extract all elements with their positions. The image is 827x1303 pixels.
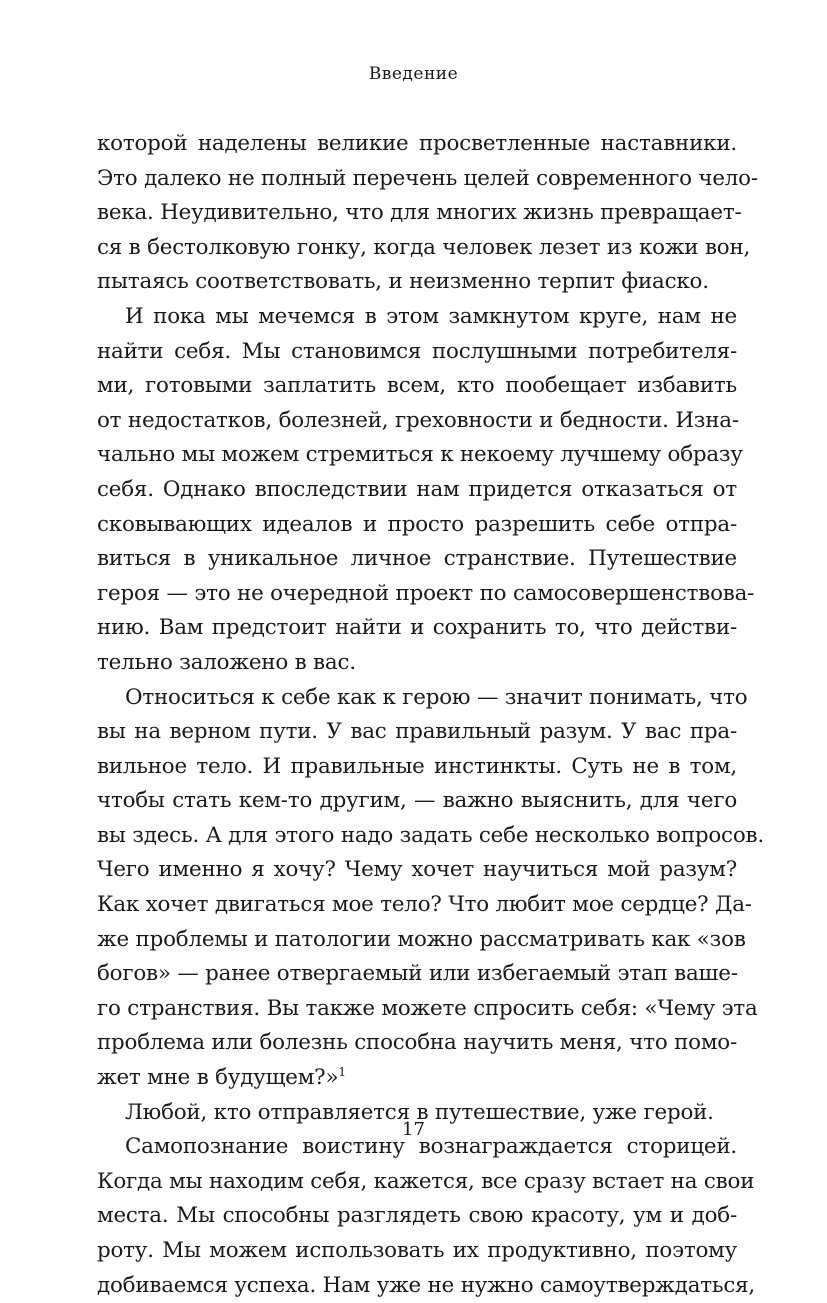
paragraph <box>97 681 764 1096</box>
footnote-marker[interactable]: 1 <box>338 1064 346 1079</box>
text-line: ся в бестолковую гонку, когда человек лезет из кожи вон, <box>97 234 751 260</box>
text-line: Любой, кто отправляется в путешествие, уже герой. <box>125 1099 714 1125</box>
text-line: героя — это не очередной проект по самосовершенствова- <box>97 580 755 606</box>
text-line: вы здесь. А для этого надо задать себе несколько вопросов. <box>97 822 764 848</box>
text-line: от недостатков, болезней, греховности и бедности. Изна- <box>97 407 739 433</box>
text-line: Относиться к себе как к герою — значит понимать, что <box>125 684 748 710</box>
text-line: го странствия. Вы также можете спросить себя: «Чему эта <box>97 995 758 1021</box>
text-line: же проблемы и патологии можно рассматривать как «зов <box>97 926 746 952</box>
text-line: века. Неудивительно, что для многих жизнь превращает- <box>97 200 742 226</box>
text-line: Самопознание воистину вознаграждается сторицей. <box>125 1134 737 1160</box>
text-line: пытаясь соответствовать, и неизменно терпит фиаско. <box>97 269 709 295</box>
text-line: Это далеко не полный перечень целей современного чело- <box>97 165 758 191</box>
text-line: Чего именно я хочу? Чему хочет научиться мой разум? <box>97 857 737 883</box>
text-line: вы на верном пути. У вас правильный разум. У вас пра- <box>97 719 737 745</box>
text-line: себя. Однако впоследствии нам придется отказаться от <box>97 476 737 502</box>
page-number: 17 <box>402 1119 425 1140</box>
text-line-content: жет мне в будущем?» <box>97 1065 339 1091</box>
text-line: нию. Вам предстоит найти и сохранить то, что действи- <box>97 615 737 641</box>
text-line-with-footnote <box>97 1061 737 1096</box>
text-line: роту. Мы можем использовать их продуктивно, поэтому <box>97 1238 737 1263</box>
text-line: вильное тело. И правильные инстинкты. Суть не в том, <box>97 753 737 779</box>
text-line: добиваемся успеха. Нам уже не нужно самоутверждаться, <box>97 1272 756 1298</box>
text-line: чально мы можем стремиться к некоему лучшему образу <box>97 442 743 468</box>
text-line: проблема или болезнь способна научить меня, что помо- <box>97 1030 737 1056</box>
text-line: Когда мы находим себя, кажется, все сразу встает на свои <box>97 1168 755 1194</box>
text-line: сковывающих идеалов и просто разрешить себе отпра- <box>97 511 737 537</box>
text-line: тельно заложено в вас. <box>97 649 356 675</box>
text-line: которой наделены великие просветленные наставники. <box>97 131 737 156</box>
text-line: богов» — ранее отвергаемый или избегаемый этап ваше- <box>97 961 738 987</box>
paragraph <box>97 300 755 681</box>
paragraph <box>97 127 758 300</box>
text-line: места. Мы способны разглядеть свою красоту, ум и доб- <box>97 1203 737 1229</box>
running-head: Введение <box>368 64 459 84</box>
text-line: виться в уникальное личное странствие. Путешествие <box>97 546 737 572</box>
text-line: И пока мы мечемся в этом замкнутом круге, нам не <box>125 303 737 329</box>
text-line: ми, готовыми заплатить всем, кто пообещает избавить <box>97 373 737 399</box>
text-line: Как хочет двигаться мое тело? Что любит мое сердце? Да- <box>97 892 752 918</box>
text-line: чтобы стать кем-то другим, — важно выяснить, для чего <box>97 788 737 814</box>
text-line: найти себя. Мы становимся послушными потребителя- <box>97 338 737 364</box>
